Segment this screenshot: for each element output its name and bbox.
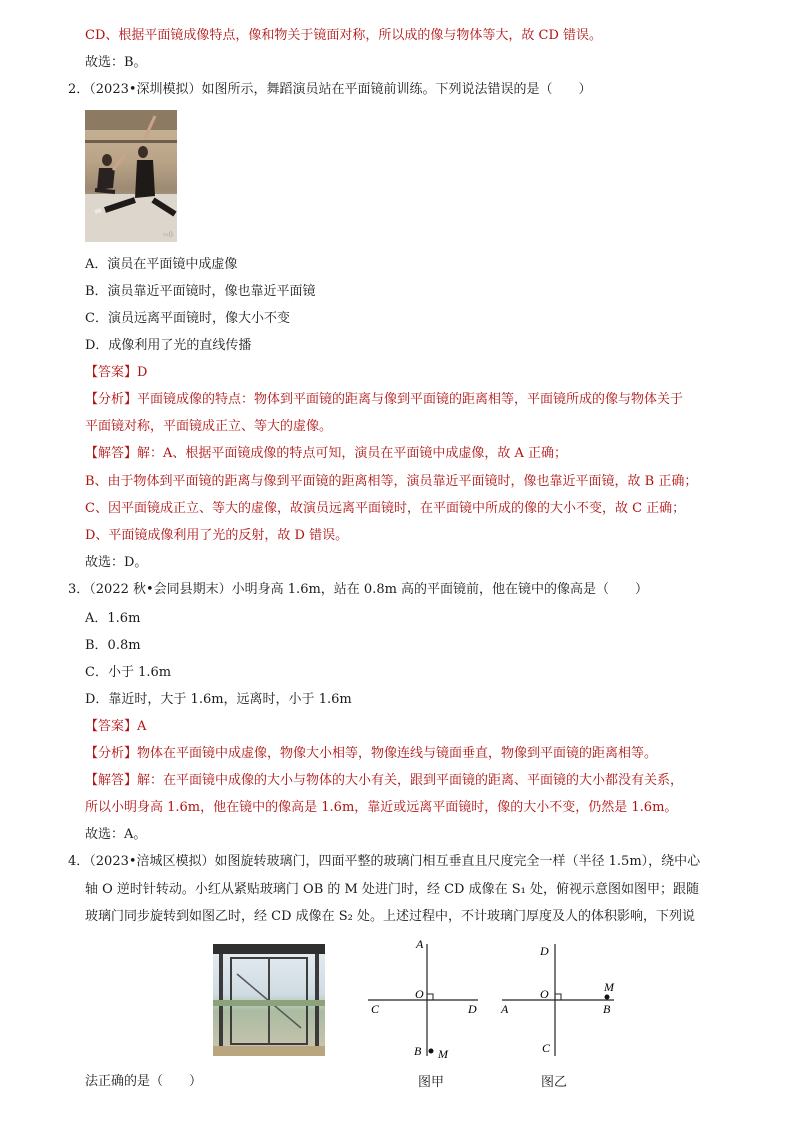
label-b: B (414, 1044, 422, 1058)
figure-b-caption: 图乙 (541, 1075, 568, 1090)
q2-option-a: A．演员在平面镜中成虚像 (85, 257, 238, 272)
q3-solution-2: 所以小明身高 1.6m，他在镜中的像高是 1.6m，靠近或远离平面镜时，像的大小不变，仍然是 1.6m。 (85, 800, 678, 815)
right-angle-mark (427, 994, 433, 1000)
label-c: C (542, 1041, 551, 1055)
q2-answer: 【答案】D (85, 365, 148, 380)
q3-analysis: 【分析】物体在平面镜中成虚像，物像大小相等，物像连线与镜面垂直，物像到平面镜的距离相等。 (85, 746, 658, 761)
label-o: O (540, 987, 549, 1001)
prev-choose-line: 故选：B。 (85, 55, 147, 70)
q4-stem-1: 4．（2023•涪城区模拟）如图旋转玻璃门，四面平整的玻璃门相互垂直且尺度完全一样（半径 1.5m），绕中心 (68, 854, 701, 869)
q3-choose: 故选：A。 (85, 827, 147, 842)
q3-option-a: A．1.6m (85, 611, 141, 626)
q4-stem-4: 法正确的是（ ） (85, 1074, 203, 1089)
q2-solution-1: 【解答】解：A、根据平面镜成像的特点可知，演员在平面镜中成虚像，故 A 正确； (85, 446, 568, 461)
q2-choose: 故选：D。 (85, 555, 148, 570)
q4-stem-3: 玻璃门同步旋转到如图乙时，经 CD 成像在 S₂ 处。上述过程中，不计玻璃门厚度及人的体积影响，下列说 (85, 909, 696, 924)
q2-analysis-1: 【分析】平面镜成像的特点：物体到平面镜的距离与像到平面镜的距离相等，平面镜所成的像与物体关于 (85, 392, 684, 407)
label-o: O (415, 987, 424, 1001)
point-m (429, 1049, 434, 1054)
figure-a (360, 936, 490, 1066)
q2-stem: 2．（2023•深圳模拟）如图所示，舞蹈演员站在平面镜前训练。下列说法错误的是（ ） (68, 82, 592, 97)
label-a: A (416, 937, 424, 951)
q2-solution-2: B、由于物体到平面镜的距离与像到平面镜的距离相等，演员靠近平面镜时，像也靠近平面镜，故 B 正确； (85, 474, 698, 489)
label-a: A (501, 1002, 509, 1016)
q3-stem: 3．（2022 秋•会同县期末）小明身高 1.6m，站在 0.8m 高的平面镜前，他在镜中的像高是（ ） (68, 582, 649, 597)
q3-option-d: D．靠近时，大于 1.6m，远离时，小于 1.6m (85, 692, 352, 707)
point-m (605, 995, 610, 1000)
q2-option-b: B．演员靠近平面镜时，像也靠近平面镜 (85, 284, 316, 299)
q2-option-d: D．成像利用了光的直线传播 (85, 338, 252, 353)
dancer-illustration (85, 110, 177, 242)
figure-b (494, 936, 624, 1066)
prev-solution-line: CD、根据平面镜成像特点，像和物关于镜面对称，所以成的像与物体等大，故 CD 错误。 (85, 28, 603, 43)
right-angle-mark (555, 994, 561, 1000)
figure-a-caption: 图甲 (418, 1075, 445, 1090)
label-d: D (468, 1002, 477, 1016)
q3-solution-1: 【解答】解：在平面镜中成像的大小与物体的大小有关，跟到平面镜的距离、平面镜的大小都没有关系， (85, 773, 684, 788)
revolving-door-photo (213, 944, 325, 1056)
photo-watermark: ⇨0 (162, 231, 173, 239)
q3-option-c: C．小于 1.6m (85, 665, 172, 680)
q2-solution-3: C、因平面镜成正立、等大的虚像，故演员远离平面镜时，在平面镜中所成的像的大小不变，故 C 正确； (85, 501, 686, 516)
q2-option-c: C．演员远离平面镜时，像大小不变 (85, 311, 290, 326)
dancer-photo (85, 110, 177, 242)
revolving-door-illustration (213, 944, 325, 1056)
q2-solution-4: D、平面镜成像利用了光的反射，故 D 错误。 (85, 528, 349, 543)
q2-analysis-2: 平面镜对称，平面镜成正立、等大的虚像。 (85, 419, 333, 434)
label-c: C (371, 1002, 380, 1016)
label-m: M (438, 1047, 448, 1061)
label-b: B (603, 1002, 611, 1016)
q4-stem-2: 轴 O 逆时针转动。小红从紧贴玻璃门 OB 的 M 处进门时，经 CD 成像在 S₁ 处，俯视示意图如图甲；跟随 (85, 882, 699, 897)
label-m: M (604, 980, 614, 994)
q3-option-b: B．0.8m (85, 638, 141, 653)
label-d: D (540, 944, 549, 958)
q3-answer: 【答案】A (85, 719, 147, 734)
